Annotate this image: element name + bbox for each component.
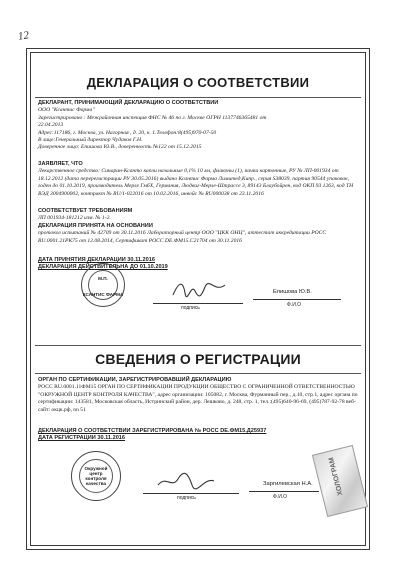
declarant-sign-caption: подпись xyxy=(181,305,200,311)
registration-divider-top xyxy=(35,345,361,346)
registration-title: СВЕДЕНИЯ О РЕГИСТРАЦИИ xyxy=(95,351,301,367)
applicant-section xyxy=(38,100,358,152)
registrar-signature xyxy=(156,471,216,493)
corner-note: 12 xyxy=(17,29,30,43)
certification-body-text: РОСС RU.0001.11ФМ15 ОРГАН ПО СЕРТИФИКАЦИИ ПРОДУКЦИИ ОБЩЕСТВО С ОГРАНИЧЕННОЙ ОТВЕТСТВЕННОСТЬЮ "ОКРУЖНОЙ ЦЕНТР КОНТРОЛЯ КАЧЕСТВА", адрес организации: 105082, г. Москва, Фурманный пер., д.10, стр.1, адрес органа по сертификации: 143581, Московская область, Истринский район, дер. Лешково, д. 248, стр. 1, тел.:(495)640-96-69, (495)787-92-78 веб-сайт: oкцк.рф, nn 51 xyxy=(38,384,358,413)
certification-body-section xyxy=(38,377,358,414)
registrar-name: Заргилевская Н.А. xyxy=(263,481,313,487)
certification-body-header: ОРГАН ПО СЕРТИФИКАЦИИ, ЗАРЕГИСТРИРОВАВШИЙ ДЕКЛАРАЦИЮ xyxy=(38,377,232,383)
applicant-line: В лице:Генеральный директор Чудаков Г.Н. xyxy=(38,137,143,144)
registrar-stamp xyxy=(71,451,121,501)
declarant-name-caption: Ф.И.О xyxy=(287,302,302,308)
declarant-signature xyxy=(171,279,227,301)
applicant-line: 22.04.2013 xyxy=(38,122,64,129)
registrar-name-line xyxy=(249,491,319,492)
standards-line: ЛП 001934-181212 изм. № 1-2. xyxy=(38,215,111,222)
applicant-line: Адрес:117186, г. Москва, ул. Нагорная , д. 20, к. 1.Телефон:8(495)970-07-50 xyxy=(38,129,217,136)
claims-header: ЗАЯВЛЯЕТ, ЧТО xyxy=(38,161,83,167)
registration-divider-bottom xyxy=(35,373,361,374)
registrar-stamp-text: Окружной центр контроля качества xyxy=(84,466,108,486)
certificate-inner-frame xyxy=(30,52,366,546)
basis-header: ДЕКЛАРАЦИЯ ПРИНЯТА НА ОСНОВАНИИ xyxy=(38,222,153,229)
hologram-text: ХОЛОГРАМ xyxy=(328,456,345,497)
claims-section xyxy=(38,161,358,198)
applicant-line: Доверенное лицо: Епишова Ю.В., доверенность №122 от 15.12.2015 xyxy=(38,144,202,151)
registration-date: ДАТА РЕГИСТРАЦИИ 30.11.2016 xyxy=(38,435,126,442)
declarant-name: Епишова Ю.В. xyxy=(273,289,312,295)
declarant-stamp-text: КСАНТИС ФАРМА xyxy=(82,292,124,297)
registrar-signature-line xyxy=(143,493,239,494)
declarant-signature-line xyxy=(153,303,243,304)
claims-text: Лекарственное средство: Синарин-Ксанто капли назальные 0,1% 10 мл, флаконы (1), пачки картонные, РУ № ЛП-001934 от 18.12.2012 (дата перерегистрации РУ 30.05.2016) выдано Ксантис Фарма Лимитед,Кипр., серия S38039, партия 90544 упаковок, годен до 01.10.2019, производитель Мерле ГмбХ, Германия, Людвиг-Мерле-Штрассе 3, 89143 Блаубойрен, код ОКП 93 1263, код ТН ВЭД 3004900002, контракт № RU/1-022016 от 10.02.2016, инвойс № RU000038 от 23.11.2016 xyxy=(38,168,354,197)
certificate-frame xyxy=(26,48,370,550)
applicant-header: ДЕКЛАРАНТ, ПРИНИМАЮЩИЙ ДЕКЛАРАЦИЮ О СООТВЕТСТВИИ xyxy=(38,100,219,106)
applicant-line: ООО "Ксантис Фарма" xyxy=(38,107,95,114)
title-divider xyxy=(35,97,361,98)
declaration-title: ДЕКЛАРАЦИЯ О СООТВЕТСТВИИ xyxy=(86,75,310,90)
hologram-sticker xyxy=(312,445,368,517)
applicant-line: Зарегистрировано : Межрайонная инспекция ФНС № 46 по г. Москве ОГРН 1137746365481 от xyxy=(38,114,267,121)
standards-header: СООТВЕТСТВУЕТ ТРЕБОВАНИЯМ xyxy=(38,208,133,214)
registration-dates xyxy=(38,428,358,443)
declarant-stamp-mp: М.П. xyxy=(98,276,108,281)
registrar-sign-caption: подпись xyxy=(177,495,196,501)
standards-section xyxy=(38,208,358,245)
declarant-stamp xyxy=(81,263,125,307)
accepted-date: ДАТА ПРИНЯТИЯ ДЕКЛАРАЦИИ 30.11.2016 xyxy=(38,257,155,263)
registrar-name-caption: Ф.И.О xyxy=(273,494,288,500)
declarant-name-line xyxy=(253,299,341,300)
registration-number: ДЕКЛАРАЦИЯ О СООТВЕТСТВИИ ЗАРЕГИСТРИРОВАНА № РОСС DE.ФМ15.Д25937 xyxy=(38,428,267,434)
valid-until-date: ДЕКЛАРАЦИЯ ДЕЙСТВИТЕЛЬНА ДО 01.10.2019 xyxy=(38,264,168,271)
basis-text: протокол испытаний № 42709 от 30.11.2016 Лабораторный центр ООО "ЦКК ОНЦ", аттестат аккредитации РОСС RU.0001.21РК75 от 12.08.2014, Сертификат РОСС DE.ФМ15.С21704 от 30.11.2016 xyxy=(38,230,327,244)
